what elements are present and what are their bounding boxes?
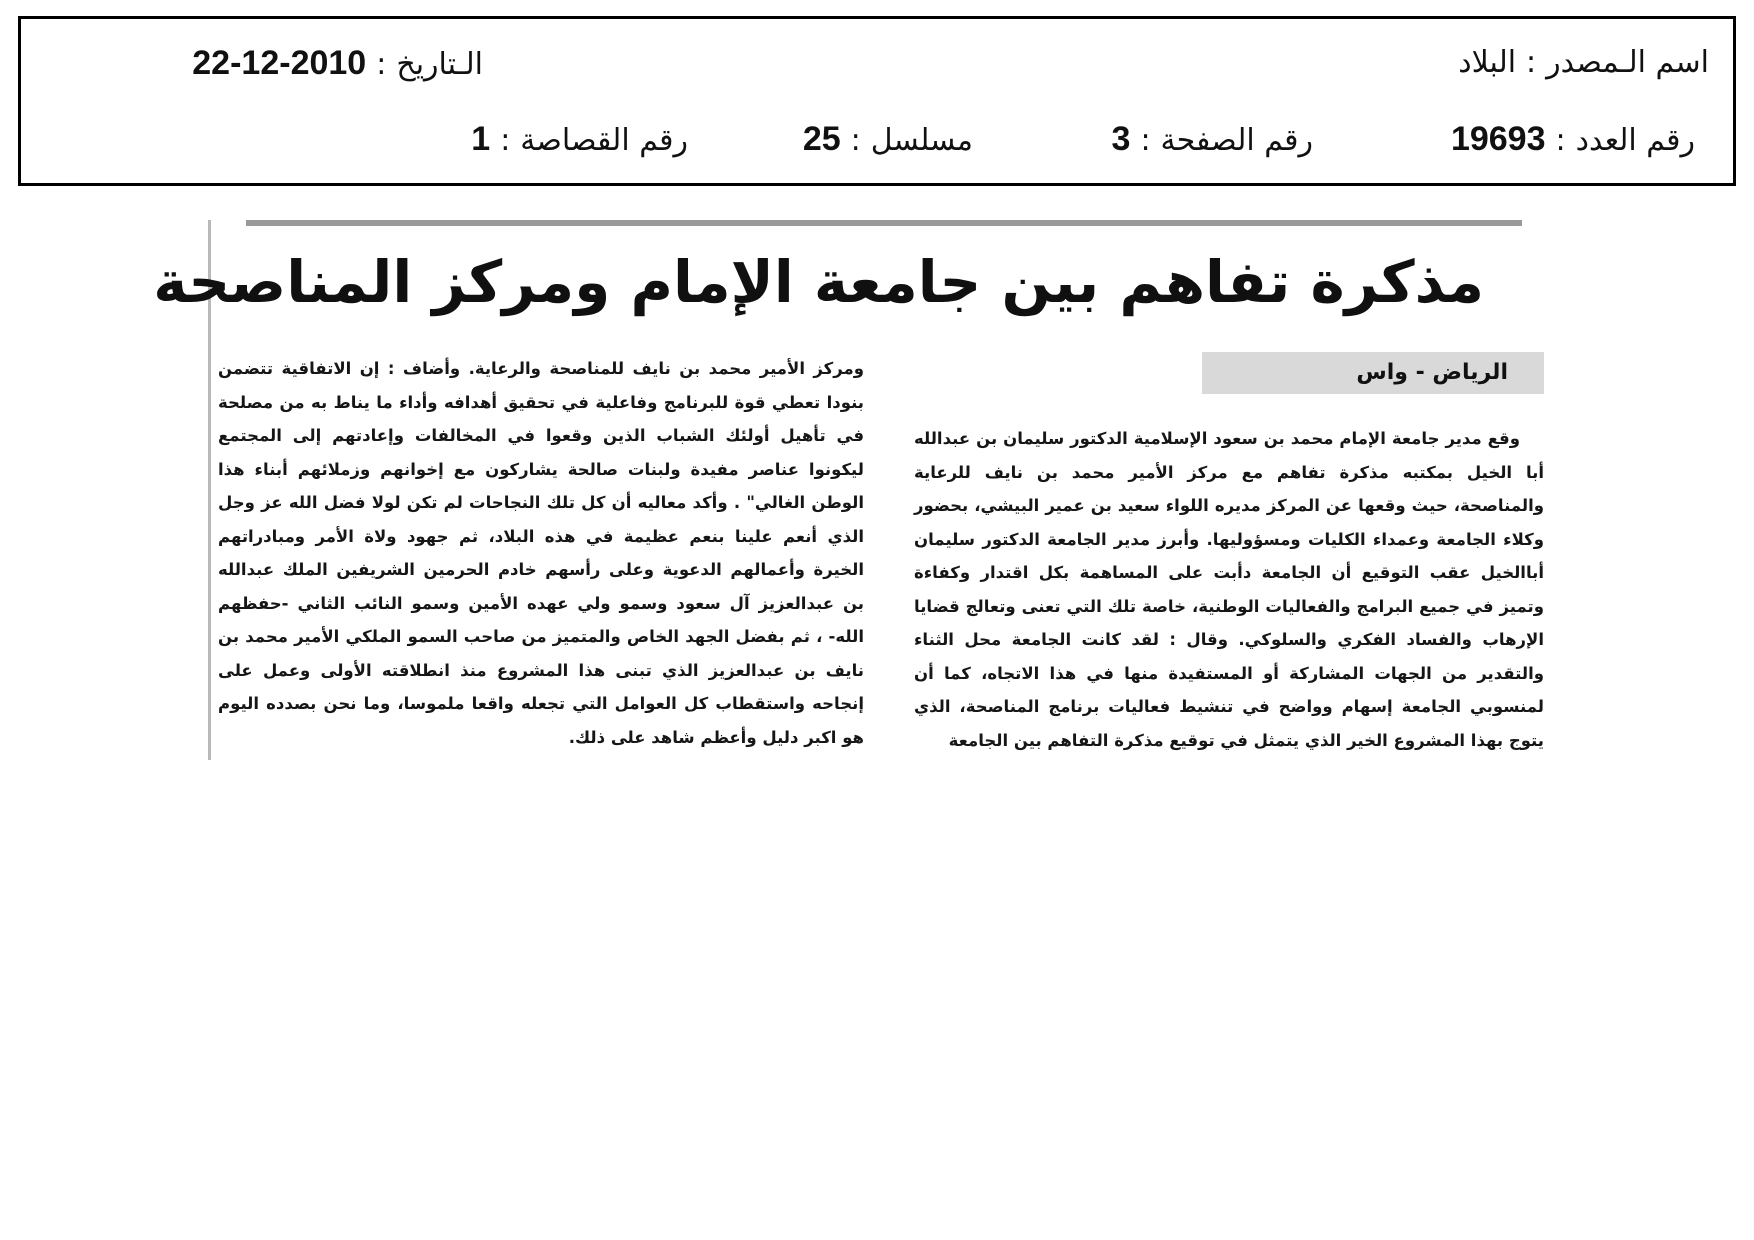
issue-field — [1451, 119, 1695, 161]
source-separator: : — [1526, 45, 1537, 80]
article-dateline: الرياض - واس — [1356, 360, 1508, 385]
page-separator: : — [1140, 123, 1151, 158]
issue-value: 19693 — [1450, 120, 1546, 158]
date-separator: : — [376, 47, 387, 82]
serial-field — [803, 119, 973, 161]
article-column-left: ومركز الأمير محمد بن نايف للمناصحة والرعاية. وأضاف : إن الاتفاقية تتضمن بنودا تعطي قوة للبرنامج وفاعلية في تحقيق أهدافه وأداء ما يناط به من مصلحة في تأهيل أولئك الشباب الذين وقعوا في المخالفات وإعادتهم إلى المجتمع ليكونوا عناصر مفيدة ولبنات صالحة يشاركون مع إخوانهم وزملائهم أبناء هذا الوطن الغالي" . وأكد معاليه أن كل تلك النجاحات لم تكن لولا فضل الله عز وجل الذي أنعم علينا بنعم عظيمة في هذه البلاد، ثم جهود ولاة الأمر ومبادراتهم الخيرة وأعمالهم الدعوية وعلى رأسهم خادم الحرمين الشريفين الملك عبدالله بن عبدالعزيز آل سعود وسمو ولي عهده الأمين وسمو النائب الثاني -حفظهم الله- ، ثم بفضل الجهد الخاص والمتميز من صاحب السمو الملكي الأمير محمد بن نايف بن عبدالعزيز الذي تبنى هذا المشروع منذ انطلاقته الأولى وعمل على إنجاحه واستقطاب كل العوامل التي تجعله واقعا ملموسا، وما نحن بصدده اليوم هو اكبر دليل وأعظم شاهد على ذلك. — [218, 359, 864, 747]
article-headline: مذكرة تفاهم بين جامعة الإمام ومركز المناصحة — [153, 248, 1484, 316]
issue-label: رقم العدد — [1575, 123, 1695, 158]
page-label: رقم الصفحة — [1160, 123, 1313, 158]
date-field — [192, 43, 483, 85]
source-field — [1458, 43, 1709, 83]
clip-label: رقم القصاصة — [520, 123, 688, 158]
dateline-bar — [1202, 352, 1544, 394]
clip-separator: : — [500, 123, 511, 158]
headline-top-rule — [246, 220, 1522, 226]
date-label: الـتاريخ — [396, 47, 483, 82]
serial-value: 25 — [802, 120, 841, 158]
source-label: اسم الـمصدر — [1546, 45, 1709, 80]
metadata-box — [18, 16, 1736, 186]
source-value: البلاد — [1458, 45, 1517, 80]
clip-value: 1 — [471, 120, 491, 158]
serial-label: مسلسل — [870, 123, 973, 158]
article-column-right: وقع مدير جامعة الإمام محمد بن سعود الإسلامية الدكتور سليمان بن عبدالله أبا الخيل بمكتبه مذكرة تفاهم مع مركز الأمير محمد بن نايف للرعاية والمناصحة، حيث وقعها عن المركز مديره اللواء سعيد بن عمير البيشي، بحضور وكلاء الجامعة وعمداء الكليات ومسؤوليها. وأبرز مدير الجامعة الدكتور سليمان أباالخيل عقب التوقيع أن الجامعة دأبت على المساهمة بكل اقتدار وكفاءة وتميز في جميع البرامج والفعاليات الوطنية، خاصة تلك التي تعنى وتعالج قضايا الإرهاب والفساد الفكري والسلوكي. وقال : لقد كانت الجامعة محل الثناء والتقدير من الجهات المشاركة أو المستفيدة منها في هذا الاتجاه، كما أن لمنسوبي الجامعة إسهام وواضح في تنشيط فعاليات برنامج المناصحة، الذي يتوج بهذا المشروع الخير الذي يتمثل في توقيع مذكرة التفاهم بين الجامعة — [914, 429, 1544, 750]
serial-separator: : — [850, 123, 861, 158]
page-field — [1112, 119, 1313, 161]
date-value: 2010-12-22 — [192, 44, 367, 82]
page-value: 3 — [1111, 120, 1131, 158]
newspaper-clipping — [153, 212, 1544, 760]
clip-field — [471, 119, 688, 161]
issue-separator: : — [1555, 123, 1566, 158]
